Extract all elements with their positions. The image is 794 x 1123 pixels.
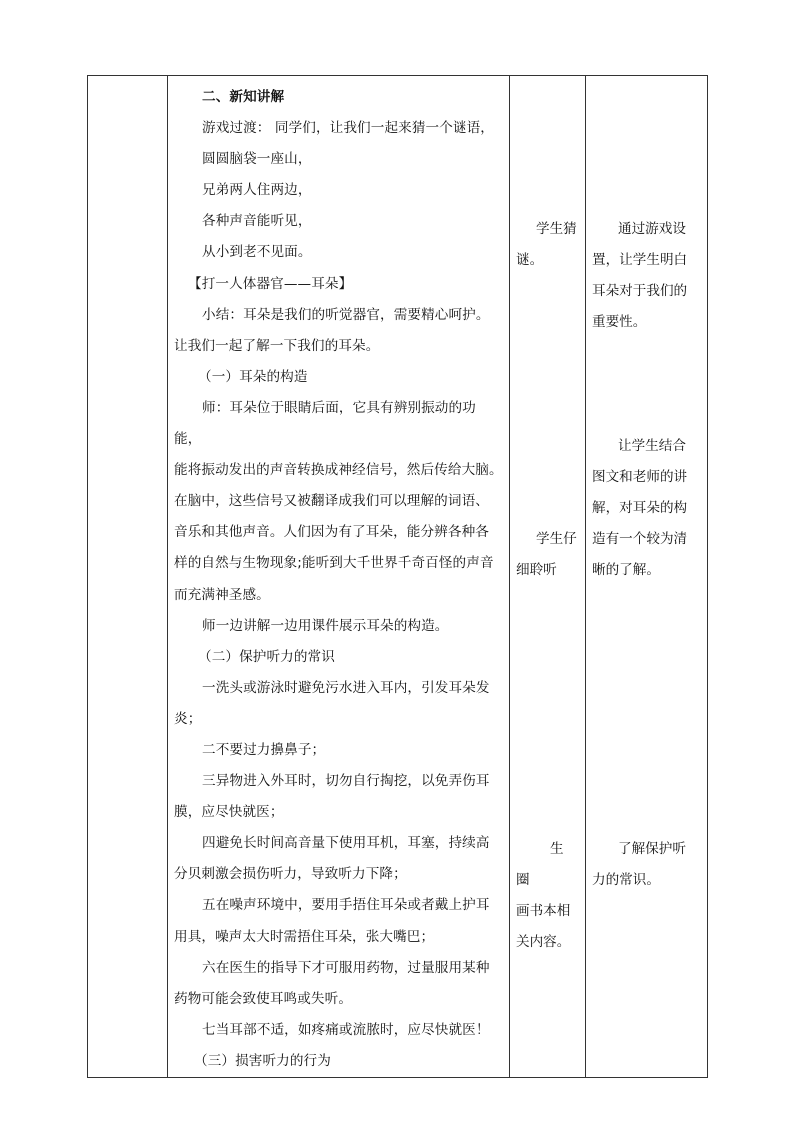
purpose-line: 了解保护听 bbox=[618, 841, 686, 857]
student-activity-block bbox=[516, 834, 581, 958]
purpose-line: 通过游戏设 bbox=[618, 221, 686, 237]
content-line: 分贝刺激会损伤听力，导致听力下降； bbox=[174, 866, 407, 883]
purpose-line: 图文和老师的讲 bbox=[592, 469, 688, 486]
activity-line: 谜。 bbox=[516, 252, 544, 269]
content-line: 音乐和其他声音。人们因为有了耳朵，能分辨各种各 bbox=[174, 524, 489, 541]
content-line: 师一边讲解一边用课件展示耳朵的构造。 bbox=[202, 617, 449, 634]
activity-line: 画书本相 bbox=[516, 903, 571, 920]
purpose-block bbox=[592, 834, 703, 896]
content-line: 二不要过力擤鼻子； bbox=[202, 741, 326, 758]
content-line: 游戏过渡： 同学们，让我们一起来猜一个谜语， bbox=[202, 120, 494, 137]
content-line: 样的自然与生物现象;能听到大千世界千奇百怪的声音 bbox=[174, 555, 494, 572]
riddle-line: 兄弟两人住两边， bbox=[202, 182, 312, 199]
content-line: 三异物进入外耳时，切勿自行掏挖，以免弄伤耳 bbox=[202, 773, 490, 790]
content-line: 能将振动发出的声音转换成神经信号，然后传给大脑。 bbox=[174, 462, 503, 479]
activity-line: 关内容。 bbox=[516, 934, 571, 951]
teaching-content-cell bbox=[168, 76, 510, 1078]
content-line: 膜，应尽快就医； bbox=[174, 804, 284, 821]
purpose-block bbox=[592, 214, 703, 338]
design-purpose-cell bbox=[586, 76, 708, 1078]
purpose-line: 力的常识。 bbox=[592, 872, 660, 889]
table-row bbox=[88, 76, 708, 1078]
content-line: 用具，噪声太大时需捂住耳朵，张大嘴巴； bbox=[174, 928, 435, 945]
subsection-heading: （二）保护听力的常识 bbox=[198, 648, 335, 665]
subsection-heading: （三）损害听力的行为 bbox=[194, 1052, 331, 1069]
purpose-line: 置，让学生明白 bbox=[592, 252, 688, 269]
purpose-block bbox=[592, 431, 703, 586]
activity-line: 细聆听 bbox=[516, 562, 557, 579]
purpose-line: 重要性。 bbox=[592, 314, 647, 331]
content-line: 药物可能会致使耳鸣或失听。 bbox=[174, 990, 353, 1007]
purpose-line: 让学生结合 bbox=[618, 438, 686, 454]
activity-line: 生 圈 bbox=[516, 841, 564, 889]
content-line: 一洗头或游泳时避免污水进入耳内，引发耳朵发 bbox=[202, 679, 490, 696]
student-activity-cell bbox=[510, 76, 586, 1078]
content-line: 小结：耳朵是我们的听觉器官，需要精心呵护。 bbox=[202, 306, 490, 323]
content-line: 四避免长时间高音量下使用耳机，耳塞，持续高 bbox=[202, 835, 490, 852]
content-line: 师：耳朵位于眼睛后面，它具有辨别振动的功能， bbox=[174, 399, 476, 448]
content-line: 让我们一起了解一下我们的耳朵。 bbox=[174, 337, 380, 354]
purpose-line: 耳朵对于我们的 bbox=[592, 283, 688, 300]
stage-cell bbox=[88, 76, 168, 1078]
content-line: 而充满神圣感。 bbox=[174, 586, 270, 603]
student-activity-block bbox=[516, 524, 581, 586]
content-line: 七当耳部不适，如疼痛或流脓时，应尽快就医！ bbox=[202, 1021, 490, 1038]
content-line: 五在噪声环境中，要用手捂住耳朵或者戴上护耳 bbox=[202, 897, 490, 914]
content-line: 六在医生的指导下才可服用药物，过量服用某种 bbox=[202, 959, 490, 976]
subsection-heading: （一）耳朵的构造 bbox=[198, 368, 308, 385]
riddle-line: 从小到老不见面。 bbox=[202, 244, 312, 261]
purpose-line: 解，对耳朵的构 bbox=[592, 500, 688, 517]
riddle-line: 圆圆脑袋一座山， bbox=[202, 151, 312, 168]
riddle-line: 各种声音能听见， bbox=[202, 213, 312, 230]
content-line: 在脑中，这些信号又被翻译成我们可以理解的词语、 bbox=[174, 493, 489, 510]
activity-line: 学生猜 bbox=[536, 221, 577, 237]
activity-line: 学生仔 bbox=[536, 531, 577, 547]
student-activity-block bbox=[516, 214, 581, 276]
section-heading: 二、新知讲解 bbox=[202, 89, 285, 105]
purpose-line: 晰的了解。 bbox=[592, 562, 660, 579]
purpose-line: 造有一个较为清 bbox=[592, 531, 688, 548]
content-line: 炎； bbox=[174, 710, 202, 727]
lesson-plan-table bbox=[87, 75, 708, 1078]
riddle-answer: 【打一人体器官——耳朵】 bbox=[188, 275, 353, 292]
